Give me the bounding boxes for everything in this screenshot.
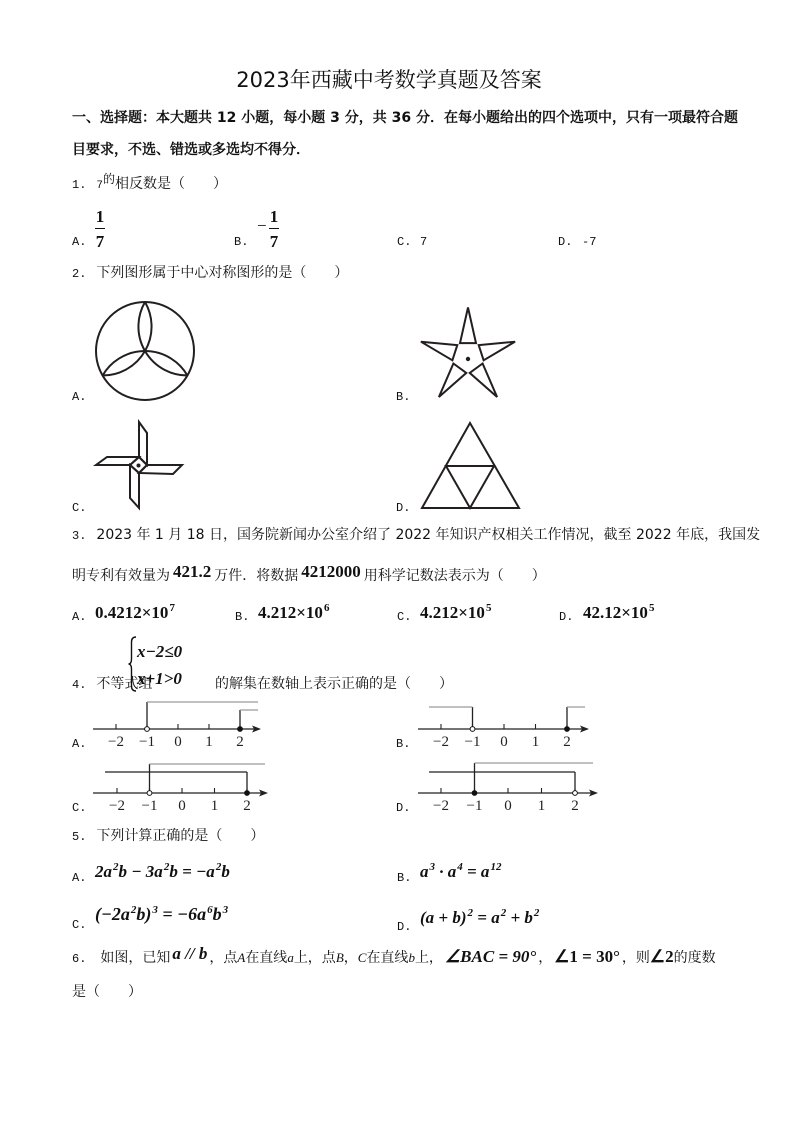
expr-part: + b bbox=[506, 908, 533, 927]
exponent: 6 bbox=[323, 602, 330, 614]
figure-pinwheel bbox=[90, 415, 190, 515]
tick-label: −2 bbox=[108, 734, 124, 750]
section-heading-line2: 目要求，不选、错选或多选均不得分． bbox=[72, 142, 310, 158]
number-line-option-d bbox=[415, 757, 605, 813]
question-number: 3. bbox=[72, 529, 87, 543]
stem-text: 的度数 bbox=[673, 950, 716, 966]
option-b-expression bbox=[420, 863, 501, 880]
expr-exponent: 2 bbox=[163, 861, 170, 873]
stem-prefix: 不等式组 bbox=[96, 676, 153, 692]
tick-label: 0 bbox=[178, 798, 186, 814]
expr-part: a bbox=[420, 862, 429, 881]
tick-label: −1 bbox=[141, 798, 158, 814]
option-b-fraction bbox=[269, 208, 279, 250]
option-c-label: C. bbox=[72, 801, 87, 815]
option-d-value: -7 bbox=[582, 235, 597, 249]
option-c-expression bbox=[420, 604, 491, 621]
tick-label: −2 bbox=[433, 734, 449, 750]
endpoint-filled bbox=[565, 727, 570, 732]
tick-label: 0 bbox=[500, 734, 508, 750]
option-b-minus-sign: − bbox=[257, 216, 267, 235]
stem-text: ，点 bbox=[209, 950, 238, 966]
expr-exponent: 2 bbox=[130, 904, 137, 916]
expr-exponent: 2 bbox=[467, 907, 474, 919]
option-b-label: B. bbox=[396, 737, 411, 751]
star-point bbox=[439, 364, 466, 398]
option-a-label: A. bbox=[72, 737, 87, 751]
center-dot bbox=[466, 357, 470, 361]
endpoint-filled bbox=[238, 727, 243, 732]
fraction-bar bbox=[95, 228, 105, 229]
stem-text: 用科学记数法表示为（ ） bbox=[363, 568, 546, 584]
line-name: a bbox=[287, 950, 294, 965]
line-name: b bbox=[408, 950, 415, 965]
inequality-1: x−2≤0 bbox=[137, 642, 183, 661]
option-b-label: B. bbox=[235, 610, 250, 624]
inner-triangle bbox=[446, 466, 494, 508]
figure-a-label: A. bbox=[72, 390, 87, 404]
expr-part: · a bbox=[435, 862, 457, 881]
expr-exponent: 3 bbox=[222, 904, 229, 916]
mantissa: 0.4212×10 bbox=[95, 603, 169, 622]
question-number: 5. bbox=[72, 830, 87, 844]
option-d-expression bbox=[420, 909, 539, 926]
tick-label: 2 bbox=[571, 798, 579, 814]
tick-label: 0 bbox=[504, 798, 512, 814]
option-c-label: C. bbox=[397, 610, 412, 624]
exponent: 5 bbox=[485, 602, 492, 614]
option-d-label: D. bbox=[558, 235, 573, 249]
tick-label: 2 bbox=[563, 734, 571, 750]
denominator: 7 bbox=[269, 232, 279, 251]
numerator: 1 bbox=[95, 207, 105, 226]
option-b-label: B. bbox=[397, 871, 412, 885]
stem-text: 相反数是（ ） bbox=[115, 176, 228, 192]
tick-label: −2 bbox=[109, 798, 125, 814]
number-line-option-a bbox=[90, 695, 270, 751]
mantissa: 4.212×10 bbox=[420, 603, 485, 622]
tick-label: 2 bbox=[236, 734, 244, 750]
angle-1-expression: ∠1 = 30° bbox=[554, 947, 620, 966]
point-name: A bbox=[237, 950, 246, 965]
figure-subdivided-triangle bbox=[415, 418, 525, 513]
tick-label: 1 bbox=[537, 798, 546, 814]
stem-text: 下列计算正确的是（ ） bbox=[96, 828, 265, 844]
inequality-2: x+1>0 bbox=[137, 669, 182, 688]
option-d-expression bbox=[583, 604, 654, 621]
option-b-expression bbox=[258, 604, 329, 621]
endpoint-filled bbox=[472, 791, 477, 796]
tick-label: 1 bbox=[205, 734, 213, 750]
option-c-label: C. bbox=[72, 918, 87, 932]
expr-exponent: 2 bbox=[113, 861, 119, 873]
stem-text: 上，点 bbox=[293, 950, 336, 966]
tick-label: −1 bbox=[466, 798, 483, 814]
expr-exponent: 2 bbox=[500, 907, 507, 919]
option-c-label: C. bbox=[397, 235, 412, 249]
stem-particle: 的 bbox=[103, 172, 116, 186]
numerator: 1 bbox=[269, 207, 279, 226]
point-name: B bbox=[335, 950, 344, 965]
option-d-label: D. bbox=[559, 610, 574, 624]
pinwheel-blade bbox=[139, 465, 182, 474]
figure-b-label: B. bbox=[396, 390, 411, 404]
page-title: 2023年西藏中考数学真题及答案 bbox=[236, 68, 542, 92]
question-3-stem-line2 bbox=[72, 562, 546, 584]
expr-part: = a bbox=[473, 908, 500, 927]
option-a-expression bbox=[95, 604, 175, 621]
point-name: C bbox=[357, 950, 367, 965]
expr-part: b bbox=[221, 862, 230, 881]
star-point bbox=[421, 342, 457, 361]
figure-c-label: C. bbox=[72, 501, 87, 515]
denominator: 7 bbox=[95, 232, 105, 251]
petal-arc bbox=[103, 351, 188, 375]
question-2-stem bbox=[72, 266, 348, 280]
stem-text: ， bbox=[343, 950, 358, 966]
expr-exponent: 2 bbox=[533, 907, 540, 919]
expr-part: = −6a bbox=[157, 904, 207, 924]
tick-label: −1 bbox=[464, 734, 481, 750]
question-number: 2. bbox=[72, 267, 87, 281]
option-c-value: 7 bbox=[420, 235, 428, 249]
endpoint-open bbox=[145, 727, 150, 732]
option-a-label: A. bbox=[72, 871, 87, 885]
star-point bbox=[460, 308, 476, 344]
question-1-stem bbox=[72, 172, 228, 192]
option-b-label: B. bbox=[234, 235, 249, 249]
figure-d-label: D. bbox=[396, 501, 411, 515]
expr-part: b = −a bbox=[169, 862, 215, 881]
expr-part: (a + b) bbox=[420, 908, 467, 927]
data-value: 4212000 bbox=[301, 562, 361, 581]
patent-count-value: 421.2 bbox=[173, 562, 212, 581]
stem-text: 2023 年 1 月 18 日，国务院新闻办公室介绍了 2022 年知识产权相关工作情况，截至 2022 年底，我国发 bbox=[96, 527, 761, 543]
expr-part: 2a bbox=[95, 862, 112, 881]
expr-part: b) bbox=[136, 904, 152, 924]
question-number: 6. bbox=[72, 952, 87, 966]
tick-label: −1 bbox=[139, 734, 155, 750]
expr-exponent: 2 bbox=[215, 861, 222, 873]
pinwheel-blade bbox=[96, 457, 139, 465]
stem-text: 下列图形属于中心对称图形的是（ ） bbox=[96, 265, 349, 281]
option-a-label: A. bbox=[72, 610, 87, 624]
stem-text: 如图，已知 bbox=[100, 950, 171, 966]
star-point bbox=[470, 364, 497, 398]
exponent: 5 bbox=[648, 602, 655, 614]
expr-exponent: 6 bbox=[207, 904, 213, 916]
endpoint-open bbox=[573, 791, 578, 796]
option-d-label: D. bbox=[397, 920, 412, 934]
question-number: 1. bbox=[72, 178, 87, 192]
endpoint-open bbox=[147, 791, 152, 796]
option-a-label: A. bbox=[72, 235, 87, 249]
question-number: 4. bbox=[72, 678, 87, 692]
endpoint-open bbox=[470, 727, 475, 732]
question-6-stem-line2: 是（ ） bbox=[72, 984, 142, 1000]
expr-part: (−2a bbox=[95, 904, 130, 924]
stem-value: 7 bbox=[96, 180, 104, 192]
stem-text: 在直线 bbox=[245, 950, 288, 966]
expr-part: = a bbox=[462, 862, 490, 881]
number-line-option-c bbox=[90, 757, 275, 813]
mantissa: 42.12×10 bbox=[583, 603, 648, 622]
tick-label: 1 bbox=[210, 798, 219, 814]
fraction-bar bbox=[269, 228, 279, 229]
section-heading-line1: 一、选择题：本大题共 12 小题，每小题 3 分，共 36 分．在每小题给出的四个选项中，只有一项最符合题 bbox=[72, 110, 738, 126]
question-3-stem-line1 bbox=[72, 528, 760, 542]
expr-exponent: 12 bbox=[490, 861, 502, 873]
exponent: 7 bbox=[169, 602, 175, 614]
question-5-stem bbox=[72, 829, 264, 843]
stem-text: ，则 bbox=[621, 950, 650, 966]
tick-label: 2 bbox=[243, 798, 251, 814]
option-d-label: D. bbox=[396, 801, 411, 815]
stem-text: 在直线 bbox=[366, 950, 409, 966]
tick-label: −2 bbox=[433, 798, 449, 814]
stem-text: 明专利有效量为 bbox=[72, 568, 170, 584]
pinwheel-blade bbox=[139, 422, 147, 465]
center-dot bbox=[137, 464, 141, 468]
tick-label: 0 bbox=[174, 734, 182, 750]
pinwheel-blade bbox=[130, 465, 139, 508]
number-line-option-b bbox=[415, 695, 595, 751]
option-c-expression bbox=[95, 905, 228, 923]
figure-five-pointed-star bbox=[415, 303, 525, 408]
option-a-fraction bbox=[95, 208, 105, 250]
angle-2-expression: ∠2 bbox=[649, 947, 674, 966]
endpoint-filled bbox=[245, 791, 250, 796]
parallel-lines-expression: a // b bbox=[172, 944, 208, 963]
figure-circle-three-petals bbox=[90, 296, 200, 406]
option-a-expression bbox=[95, 863, 230, 880]
expr-part: b bbox=[212, 904, 222, 924]
mantissa: 4.212×10 bbox=[258, 603, 323, 622]
tick-label: 1 bbox=[531, 734, 540, 750]
system-brace-icon bbox=[128, 636, 137, 692]
stem-text: 上， bbox=[414, 950, 443, 966]
stem-text: 万件．将数据 bbox=[214, 568, 299, 584]
expr-exponent: 4 bbox=[457, 861, 463, 873]
expr-exponent: 3 bbox=[152, 904, 158, 916]
stem-text: ， bbox=[538, 950, 553, 966]
star-point bbox=[479, 342, 515, 361]
expr-exponent: 3 bbox=[429, 861, 435, 873]
question-6-stem-line1 bbox=[72, 944, 716, 966]
angle-bac-expression: ∠BAC = 90° bbox=[444, 947, 537, 966]
stem-suffix: 的解集在数轴上表示正确的是（ ） bbox=[215, 676, 453, 692]
expr-part: b − 3a bbox=[118, 862, 163, 881]
